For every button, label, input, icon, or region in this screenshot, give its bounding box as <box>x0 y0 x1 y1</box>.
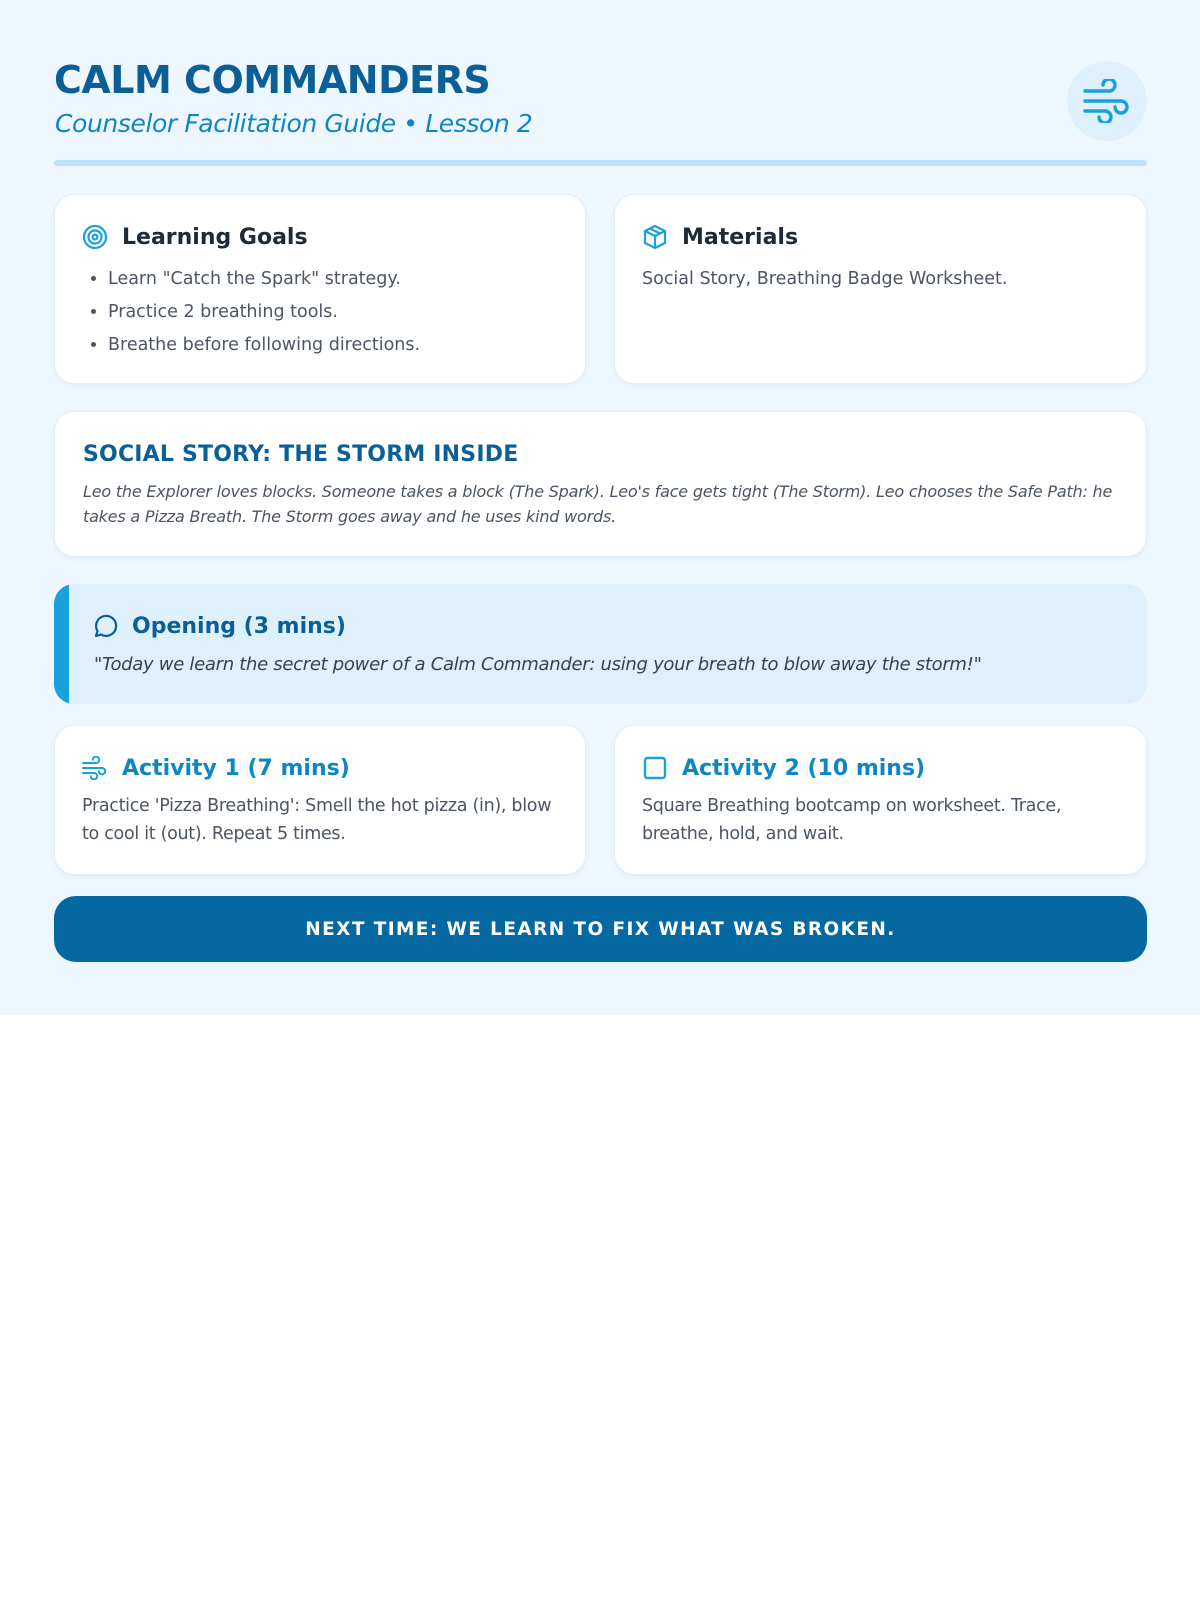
target-icon <box>82 224 108 250</box>
learning-goals-header <box>82 222 308 252</box>
materials-text: Social Story, Breathing Badge Worksheet. <box>642 269 1008 289</box>
learning-goals-list <box>81 263 578 362</box>
opening-quote: "Today we learn the secret power of a Calm Commander: using your breath to blow away the storm!" <box>94 654 982 675</box>
opening-title: Opening (3 mins) <box>132 613 346 639</box>
header-badge <box>1067 61 1147 141</box>
page-title: CALM COMMANDERS <box>54 58 491 102</box>
materials-title: Materials <box>682 224 799 250</box>
learning-goals-title: Learning Goals <box>122 224 308 250</box>
social-story-title: SOCIAL STORY: THE STORM INSIDE <box>83 442 519 467</box>
box-icon <box>642 224 668 250</box>
list-item: • Learn "Catch the Spark" strategy. <box>108 263 578 296</box>
activity-1-text: Practice 'Pizza Breathing': Smell the hot pizza (in), blow to cool it (out). Repeat 5 times. <box>82 796 552 844</box>
social-story-card <box>54 411 1147 557</box>
wind-icon <box>82 756 108 780</box>
list-item: • Breathe before following directions. <box>108 329 578 362</box>
activity-2-header <box>642 753 925 783</box>
opening-callout <box>54 584 1147 704</box>
page-header <box>54 56 1147 166</box>
header-divider <box>54 160 1147 166</box>
activity-1-header <box>82 753 350 783</box>
materials-card <box>614 194 1147 384</box>
activity-2-text: Square Breathing bootcamp on worksheet. Trace, breathe, hold, and wait. <box>642 796 1062 844</box>
square-icon <box>642 755 668 781</box>
opening-accent-bar <box>54 584 69 704</box>
opening-header <box>92 611 346 641</box>
page-subtitle: Counselor Facilitation Guide • Lesson 2 <box>55 109 533 138</box>
activity-2-card <box>614 725 1147 875</box>
next-time-banner: NEXT TIME: WE LEARN TO FIX WHAT WAS BROKEN. <box>54 896 1147 962</box>
speech-bubble-icon <box>92 613 118 639</box>
activity-1-title: Activity 1 (7 mins) <box>122 755 350 781</box>
materials-header <box>642 222 798 252</box>
list-item: • Practice 2 breathing tools. <box>108 296 578 329</box>
social-story-text: Leo the Explorer loves blocks. Someone takes a block (The Spark). Leo's face gets tight (The Storm). Leo chooses the Safe Path: he takes a Pizza Breath. The Storm goes away and he uses kind words. <box>83 482 1113 526</box>
activity-1-card <box>54 725 586 875</box>
activity-2-title: Activity 2 (10 mins) <box>682 755 926 781</box>
learning-goals-card <box>54 194 586 384</box>
wind-icon <box>1083 79 1131 123</box>
